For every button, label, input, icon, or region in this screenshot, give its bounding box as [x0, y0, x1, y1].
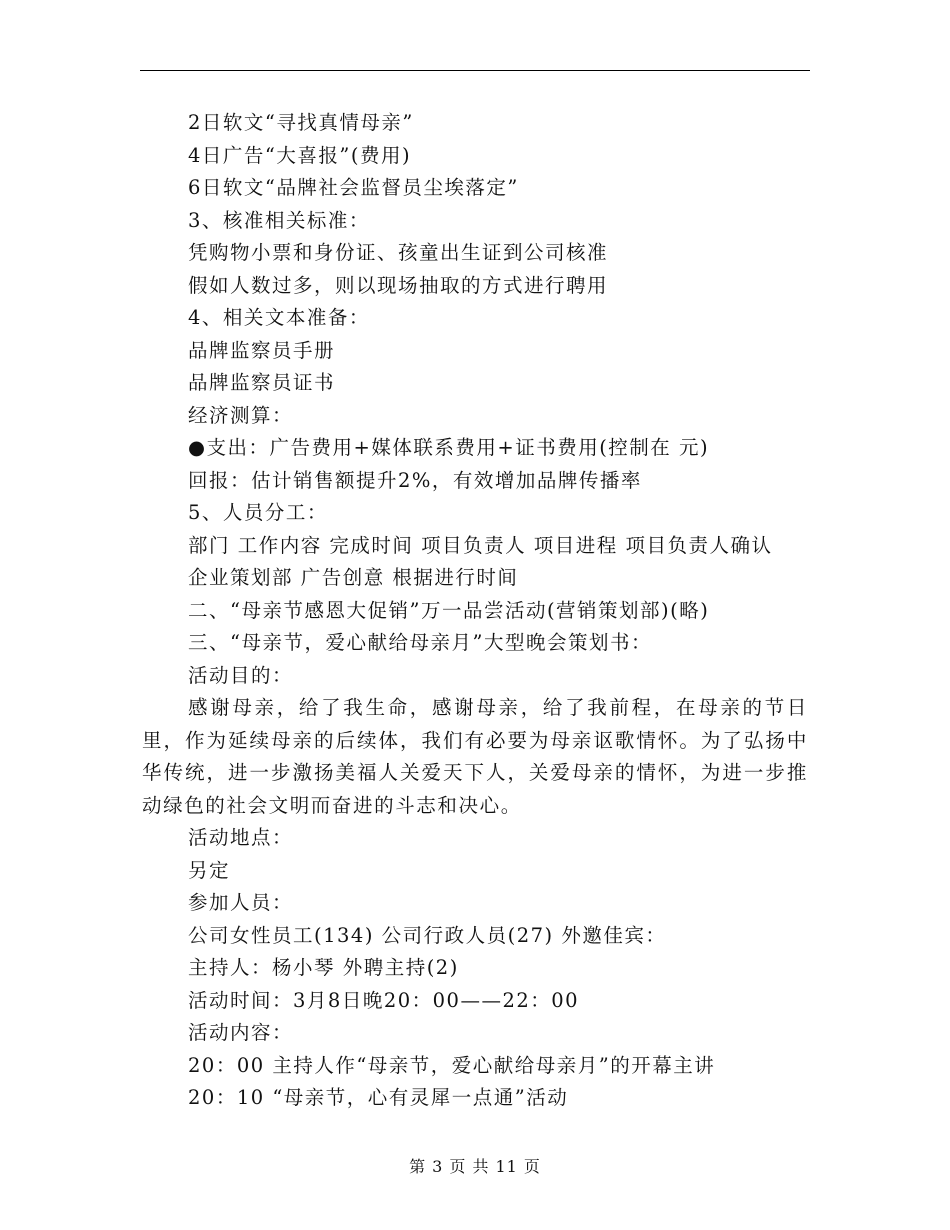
section-heading: 经济测算：: [188, 403, 294, 427]
section-heading: 参加人员：: [188, 891, 294, 914]
section-heading: 3、核准相关标准：: [188, 208, 370, 232]
text-line: 部门 工作内容 完成时间 项目负责人 项目进程 项目负责人确认: [188, 533, 773, 557]
text-line: 品牌监察员手册: [188, 338, 336, 362]
section-heading: 活动内容：: [188, 1021, 294, 1044]
text-line: 品牌监察员证书: [188, 371, 336, 394]
section-heading: 4、相关文本准备：: [188, 306, 370, 329]
text-line: 20：10 “母亲节，心有灵犀一点通”活动: [188, 1086, 569, 1109]
body-paragraph: 感谢母亲，给了我生命，感谢母亲，给了我前程，在母亲的节日里，作为延续母亲的后续体，我们有必要为母亲讴歌情怀。为了弘扬中华传统，进一步激扬美福人关爱天下人，关爱母亲的情怀，为进一步推动绿色的社会文明而奋进的斗志和决心。: [142, 696, 808, 817]
footer-prefix: 第: [409, 1157, 427, 1176]
text-line: 4日广告“大喜报”(费用): [188, 143, 412, 167]
text-line: 凭购物小票和身份证、孩童出生证到公司核准: [188, 241, 609, 264]
text-line: 活动时间：3月8日晚20：00——22：00: [188, 988, 580, 1012]
section-heading: 二、“母亲节感恩大促销”万一品尝活动(营销策划部)(略): [188, 598, 710, 622]
text-line: 6日软文“品牌社会监督员尘埃落定”: [188, 176, 519, 199]
footer-middle: 页 共: [449, 1157, 490, 1176]
text-line: 2日软文“寻找真情母亲”: [188, 111, 414, 134]
document-body: [142, 107, 808, 1115]
text-line: 20：00 主持人作“母亲节，爱心献给母亲月”的开幕主讲: [188, 1053, 716, 1077]
footer-page-number: 3: [432, 1157, 444, 1176]
text-line: 公司女性员工(134) 公司行政人员(27) 外邀佳宾：: [188, 923, 667, 947]
text-line: 主持人：杨小琴 外聘主持(2): [188, 956, 459, 979]
section-heading: 5、人员分工：: [188, 501, 328, 524]
section-heading: 活动目的：: [188, 663, 294, 687]
text-line: 另定: [188, 858, 231, 882]
section-heading: 活动地点：: [188, 826, 294, 849]
text-line: 企业策划部 广告创意 根据进行时间: [188, 566, 519, 589]
section-heading: 三、“母亲节，爱心献给母亲月”大型晚会策划书：: [188, 631, 652, 654]
text-line: ●支出：广告费用+媒体联系费用+证书费用(控制在 元): [188, 436, 710, 459]
text-line: 假如人数过多，则以现场抽取的方式进行聘用: [188, 273, 609, 297]
page-footer: [0, 1154, 950, 1177]
footer-suffix: 页: [523, 1157, 541, 1176]
text-line: 回报：估计销售额提升2%，有效增加品牌传播率: [188, 468, 642, 492]
header-rule: [140, 70, 810, 71]
footer-total-pages: 11: [495, 1157, 518, 1176]
